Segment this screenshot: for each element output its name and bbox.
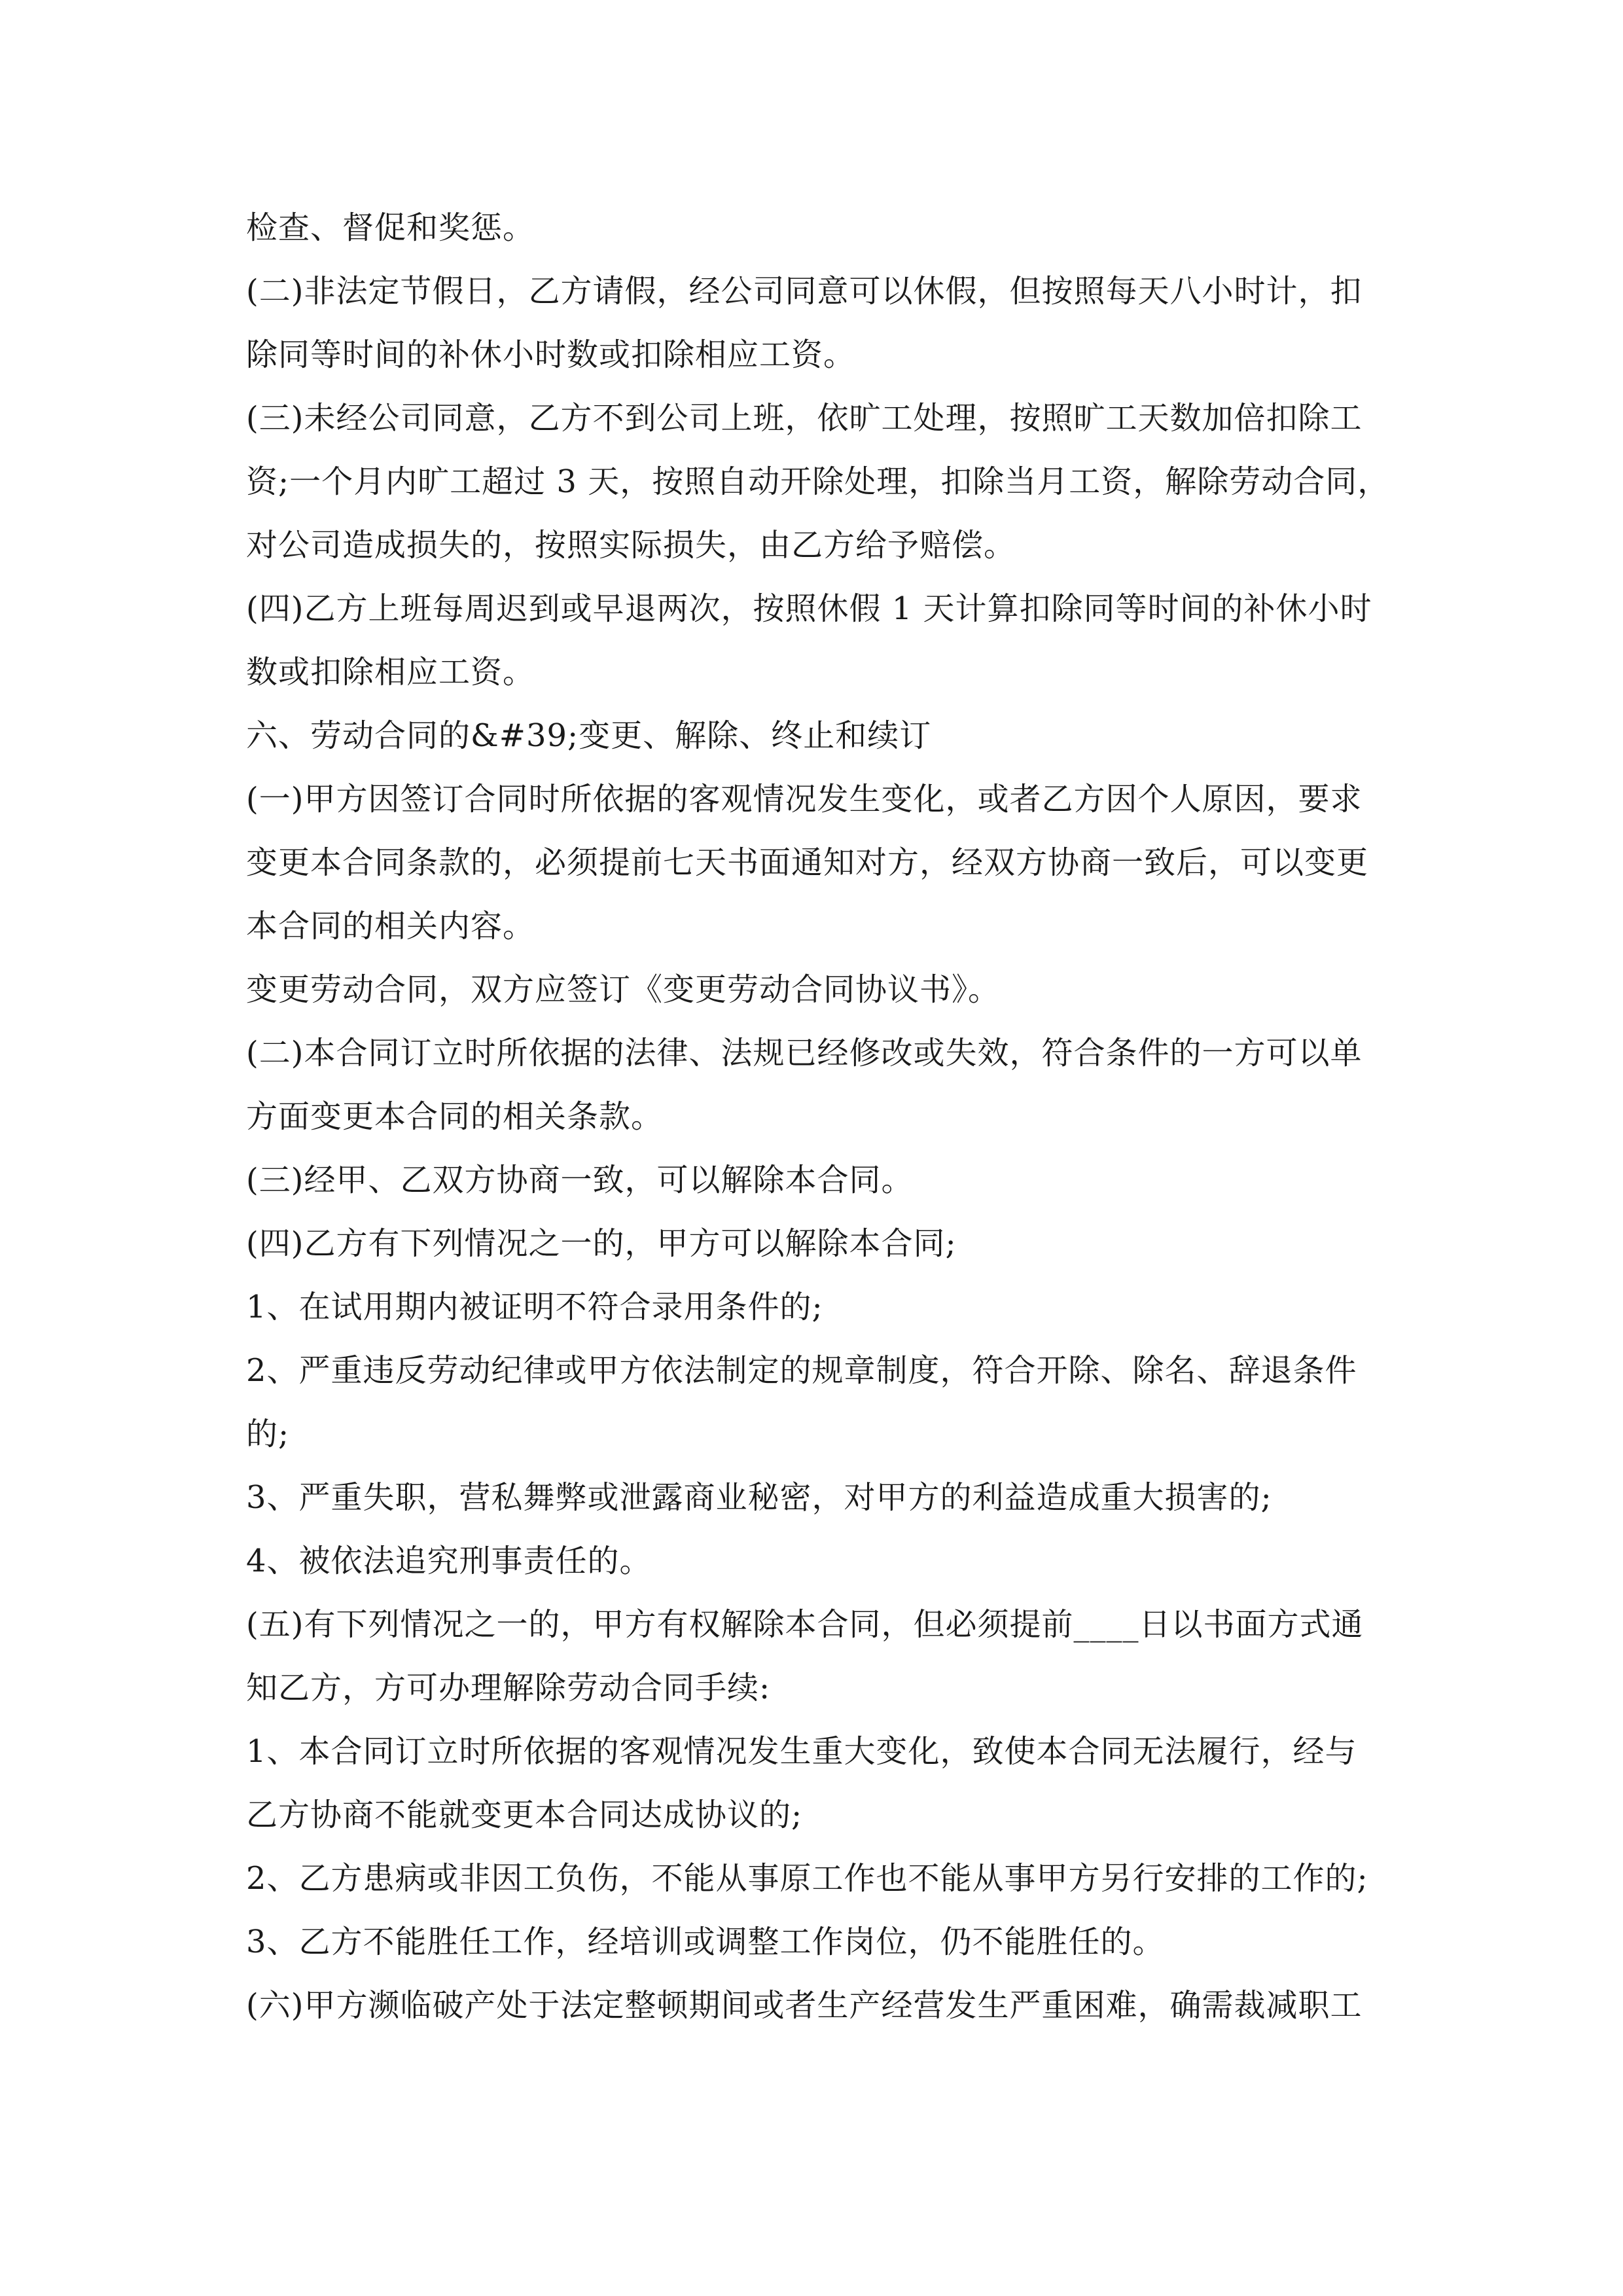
text-line: (二)本合同订立时所依据的法律、法规已经修改或失效，符合条件的一方可以单	[246, 1035, 1363, 1071]
text-line: 本合同的相关内容。	[246, 908, 535, 944]
text-line: 的;	[246, 1416, 290, 1452]
text-line: 2、乙方患病或非因工负伤，不能从事原工作也不能从事甲方另行安排的工作的;	[246, 1860, 1368, 1897]
text-line: 3、严重失职，营私舞弊或泄露商业秘密，对甲方的利益造成重大损害的;	[246, 1479, 1272, 1516]
text-line: (四)乙方有下列情况之一的，甲方可以解除本合同;	[246, 1225, 957, 1262]
text-line: 对公司造成损失的，按照实际损失，由乙方给予赔偿。	[246, 527, 1016, 564]
text-line: 1、在试用期内被证明不符合录用条件的;	[246, 1289, 823, 1325]
text-line: 2、严重违反劳动纪律或甲方依法制定的规章制度，符合开除、除名、辞退条件	[246, 1352, 1357, 1389]
section-heading: 六、劳动合同的&#39;变更、解除、终止和续订	[246, 717, 932, 754]
text-line: 变更本合同条款的，必须提前七天书面通知对方，经双方协商一致后，可以变更	[246, 844, 1369, 881]
text-line: (五)有下列情况之一的，甲方有权解除本合同，但必须提前____日以书面方式通	[246, 1606, 1364, 1643]
text-line: 1、本合同订立时所依据的客观情况发生重大变化，致使本合同无法履行，经与	[246, 1733, 1357, 1770]
text-line: 变更劳动合同，双方应签订《变更劳动合同协议书》。	[246, 971, 1001, 1008]
text-line: (三)经甲、乙双方协商一致，可以解除本合同。	[246, 1162, 914, 1198]
text-line: 检查、督促和奖惩。	[246, 209, 535, 246]
text-line: (三)未经公司同意，乙方不到公司上班，依旷工处理，按照旷工天数加倍扣除工	[246, 400, 1363, 437]
text-line: 资;一个月内旷工超过 3 天，按照自动开除处理，扣除当月工资，解除劳动合同，	[246, 463, 1390, 500]
text-line: (六)甲方濒临破产处于法定整顿期间或者生产经营发生严重困难，确需裁减职工	[246, 1987, 1363, 2024]
text-line: (四)乙方上班每周迟到或早退两次，按照休假 1 天计算扣除同等时间的补休小时	[246, 590, 1372, 627]
text-line: 方面变更本合同的相关条款。	[246, 1098, 664, 1135]
text-line: 乙方协商不能就变更本合同达成协议的;	[246, 1797, 803, 1833]
text-line: 3、乙方不能胜任工作，经培训或调整工作岗位，仍不能胜任的。	[246, 1924, 1165, 1960]
text-line: 除同等时间的补休小时数或扣除相应工资。	[246, 336, 856, 373]
text-line: 数或扣除相应工资。	[246, 654, 535, 691]
document-body	[246, 196, 1398, 2037]
text-line: 4、被依法追究刑事责任的。	[246, 1543, 652, 1579]
text-line: (二)非法定节假日，乙方请假，经公司同意可以休假，但按照每天八小时计，扣	[246, 273, 1363, 310]
text-line: 知乙方，方可办理解除劳动合同手续:	[246, 1670, 771, 1706]
text-line: (一)甲方因签订合同时所依据的客观情况发生变化，或者乙方因个人原因，要求	[246, 781, 1363, 817]
